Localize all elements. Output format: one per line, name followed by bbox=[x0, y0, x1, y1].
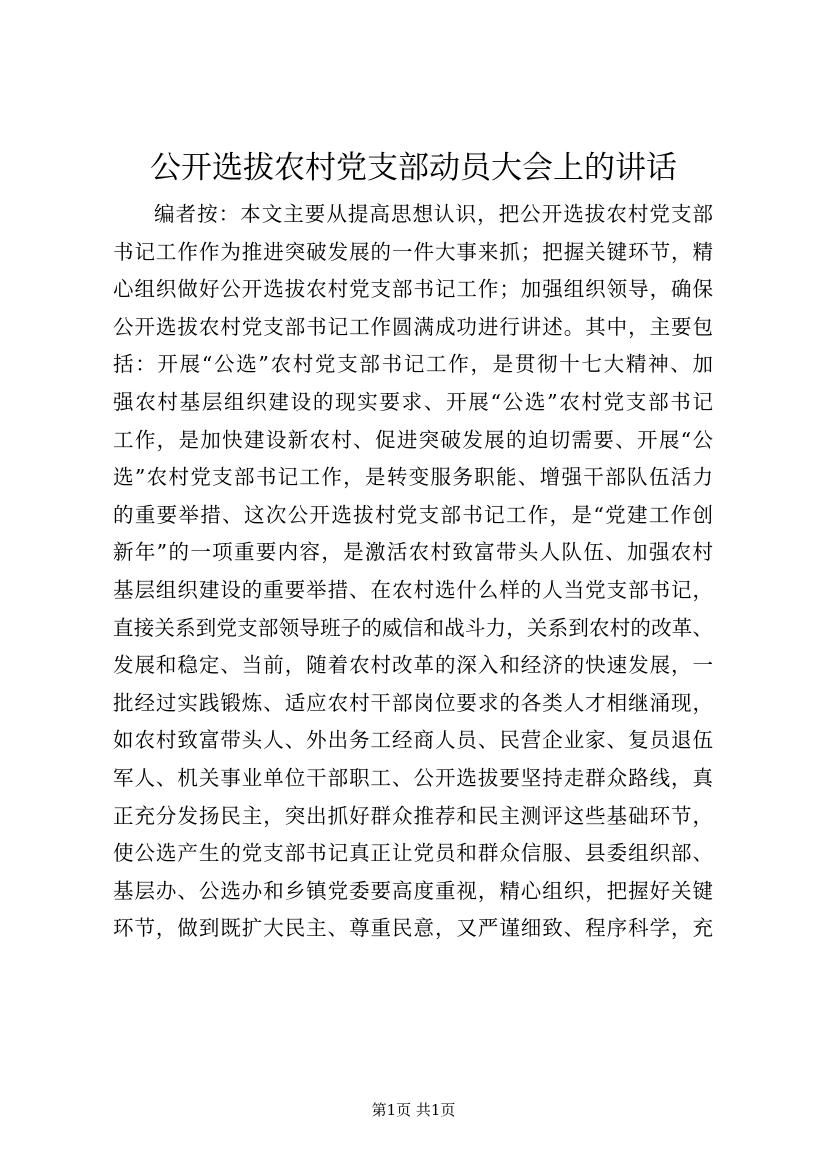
body-line: 工作，是加快建设新农村、促进突破发展的迫切需要、开展“公 bbox=[113, 427, 713, 452]
body-line: 使公选产生的党支部书记真正让党员和群众信服、县委组织部、 bbox=[113, 841, 713, 866]
body-line: 心组织做好公开选拔农村党支部书记工作；加强组织领导，确保 bbox=[113, 277, 713, 302]
body-line: 选”农村党支部书记工作，是转变服务职能、增强干部队伍活力 bbox=[113, 465, 713, 490]
document-title: 公开选拔农村党支部动员大会上的讲话 bbox=[150, 150, 677, 186]
body-line: 基层办、公选办和乡镇党委要高度重视，精心组织，把握好关键 bbox=[113, 878, 713, 903]
body-line: 军人、机关事业单位干部职工、公开选拔要坚持走群众路线，真 bbox=[113, 765, 713, 790]
body-line: 的重要举措、这次公开选拔村党支部书记工作，是“党建工作创 bbox=[113, 502, 713, 527]
page-number-label: 第1页 共1页 bbox=[371, 1101, 456, 1119]
body-line: 直接关系到党支部领导班子的威信和战斗力，关系到农村的改革、 bbox=[113, 615, 713, 640]
body-line: 如农村致富带头人、外出务工经商人员、民营企业家、复员退伍 bbox=[113, 728, 713, 753]
body-line: 括：开展“公选”农村党支部书记工作，是贯彻十七大精神、加 bbox=[113, 352, 713, 377]
body-line: 编者按：本文主要从提高思想认识，把公开选拔农村党支部 bbox=[154, 202, 713, 226]
body-line: 正充分发扬民主，突出抓好群众推荐和民主测评这些基础环节， bbox=[113, 803, 713, 828]
page-footer bbox=[0, 1100, 827, 1120]
body-line: 批经过实践锻炼、适应农村干部岗位要求的各类人才相继涌现， bbox=[113, 690, 713, 715]
body-line: 发展和稳定、当前，随着农村改革的深入和经济的快速发展，一 bbox=[113, 653, 713, 678]
body-line: 书记工作作为推进突破发展的一件大事来抓；把握关键环节，精 bbox=[113, 239, 713, 264]
body-line: 新年”的一项重要内容，是激活农村致富带头人队伍、加强农村 bbox=[113, 540, 713, 565]
body-line: 强农村基层组织建设的现实要求、开展“公选”农村党支部书记 bbox=[113, 389, 713, 414]
body-line: 基层组织建设的重要举措、在农村选什么样的人当党支部书记， bbox=[113, 577, 713, 602]
body-line: 公开选拔农村党支部书记工作圆满成功进行讲述。其中，主要包 bbox=[113, 314, 713, 339]
body-line: 环节，做到既扩大民主、尊重民意，又严谨细致、程序科学，充 bbox=[113, 916, 713, 941]
document-body bbox=[113, 196, 713, 948]
